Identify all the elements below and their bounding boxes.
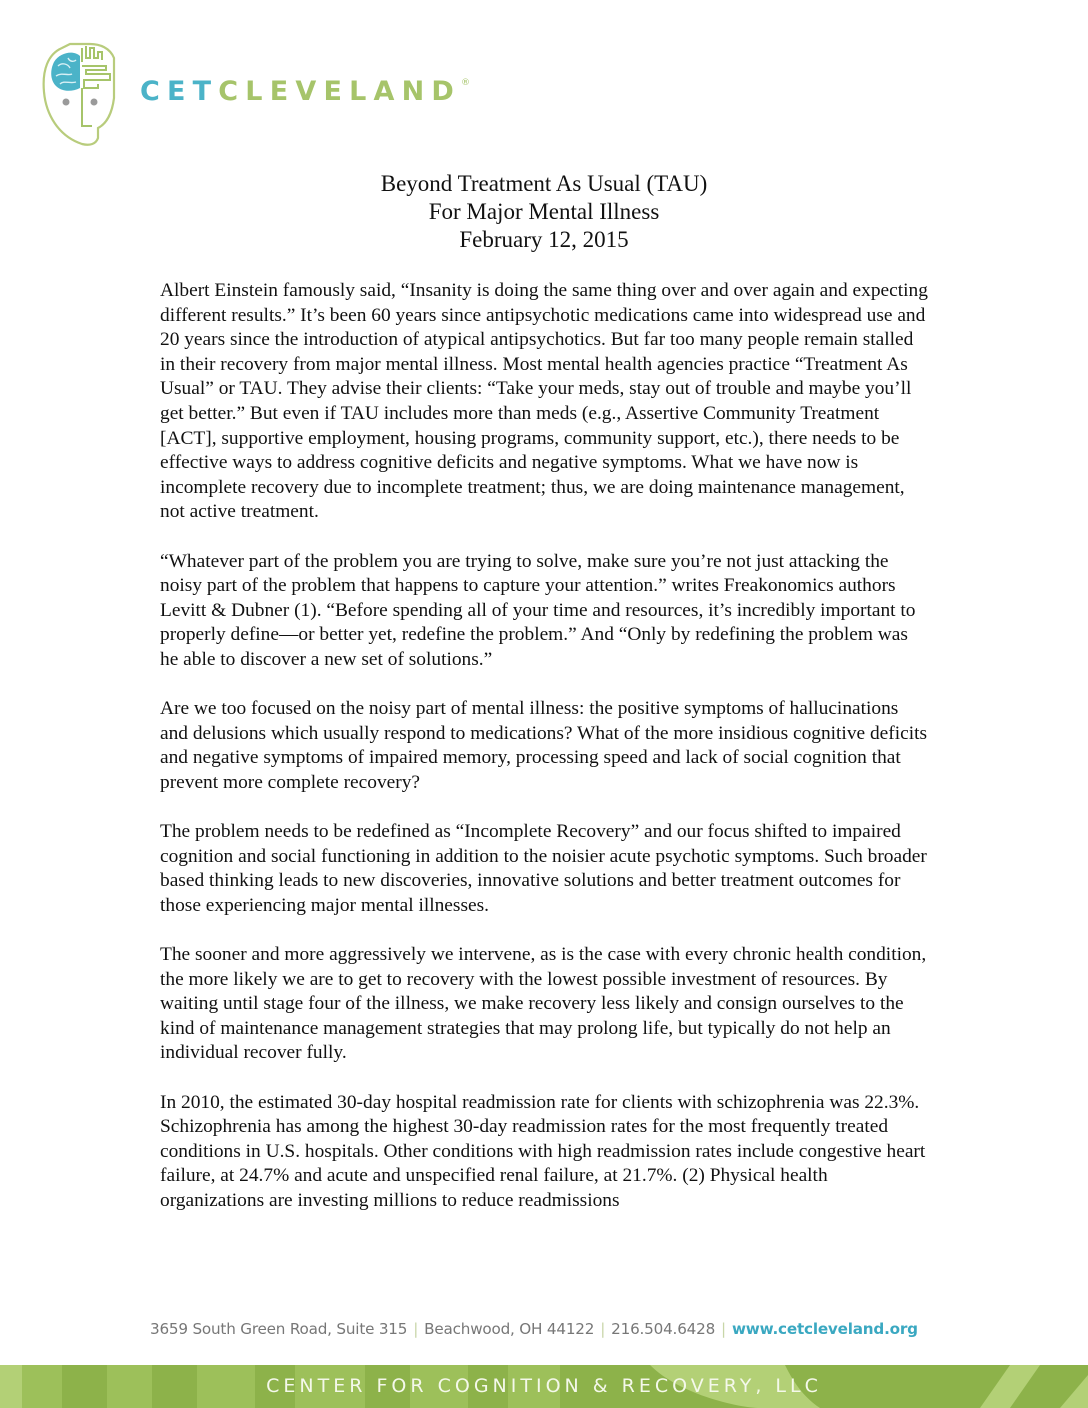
paragraph: “Whatever part of the problem you are trying to solve, make sure you’re not just attacking the noisy part of the problem that happens to capture your attention.” writes Freakonomics authors Levitt & Dubner (1). “Before spending all of your time and resources, it’s incredibly important to properly define—or better yet, redefine the problem.” And “Only by redefining the problem was he able to discover a new set of solutions.” — [160, 550, 916, 670]
registered-mark: ® — [461, 78, 470, 88]
footer-city: Beachwood, OH 44122 — [424, 1320, 595, 1338]
footer-separator: | — [413, 1320, 419, 1338]
footer-phone: 216.504.6428 — [611, 1320, 716, 1338]
paragraph: Albert Einstein famously said, “Insanity is doing the same thing over and over again and expecting different results.” It’s been 60 years since antipsychotic medications came into widespread use and 20 years since the introduction of atypical antipsychotics. But far too many people remain stalled in their recovery from major mental illness. Most mental health agencies practice “Treatment As Usual” or TAU. They advise their clients: “Take your meds, stay out of trouble and maybe you’ll get better.” But even if TAU includes more than meds (e.g., Assertive Community Treatment [ACT], supportive employment, housing programs, community support, etc.), there needs to be effective ways to address cognitive deficits and negative symptoms. What we have now is incomplete recovery due to incomplete treatment; thus, we are doing maintenance management, not active treatment. — [160, 280, 928, 523]
footer-separator: | — [721, 1320, 726, 1338]
footer-band — [0, 1365, 1088, 1408]
paragraph: In 2010, the estimated 30-day hospital readmission rate for clients with schizophrenia was 22.3%. Schizophrenia has among the highest 30-day readmission rates for the most frequently treated conditions in U.S. hospitals. Other conditions with high readmission rates include congestive heart failure, at 24.7% and acute and unspecified renal failure, at 21.7%. (2) Physical health organizations are investing millions to reduce readmissions — [160, 1091, 926, 1211]
footer-contact-line — [150, 1320, 950, 1338]
title-line: Beyond Treatment As Usual (TAU) — [380, 171, 708, 196]
footer-separator: | — [600, 1320, 606, 1338]
document-body — [160, 279, 930, 1238]
paragraph: The problem needs to be redefined as “Incomplete Recovery” and our focus shifted to impaired cognition and social functioning in addition to the noisier acute psychotic symptoms. Such broader based thinking leads to new discoveries, innovative solutions and better treatment outcomes for those experiencing major mental illnesses. — [160, 821, 927, 916]
company-logo — [40, 40, 470, 150]
logo-text-cleveland: CLEVELAND — [218, 76, 461, 107]
paragraph: The sooner and more aggressively we intervene, as is the case with every chronic health condition, the more likely we are to get to recovery with the lowest possible investment of resources. By waiting until stage four of the illness, we make recovery less likely and consign ourselves to the kind of maintenance management strategies that may prolong life, but typically do not help an individual recover fully. — [160, 944, 927, 1064]
logo-text-cet: CET — [140, 76, 219, 107]
document-date: February 12, 2015 — [459, 227, 629, 252]
paragraph: Are we too focused on the noisy part of mental illness: the positive symptoms of hallucinations and delusions which usually respond to medications? What of the more insidious cognitive deficits and negative symptoms of impaired memory, processing speed and lack of social cognition that prevent more complete recovery? — [160, 698, 928, 793]
footer-website-link[interactable]: www.cetcleveland.org — [731, 1320, 918, 1338]
logo-wordmark — [140, 76, 470, 107]
brain-face-logo-icon — [40, 40, 120, 148]
document-title — [0, 170, 1088, 254]
subtitle-line: For Major Mental Illness — [428, 199, 660, 224]
footer-company-name: CENTER FOR COGNITION & RECOVERY, LLC — [266, 1375, 822, 1397]
footer-street-address: 3659 South Green Road, Suite 315 — [150, 1320, 408, 1338]
